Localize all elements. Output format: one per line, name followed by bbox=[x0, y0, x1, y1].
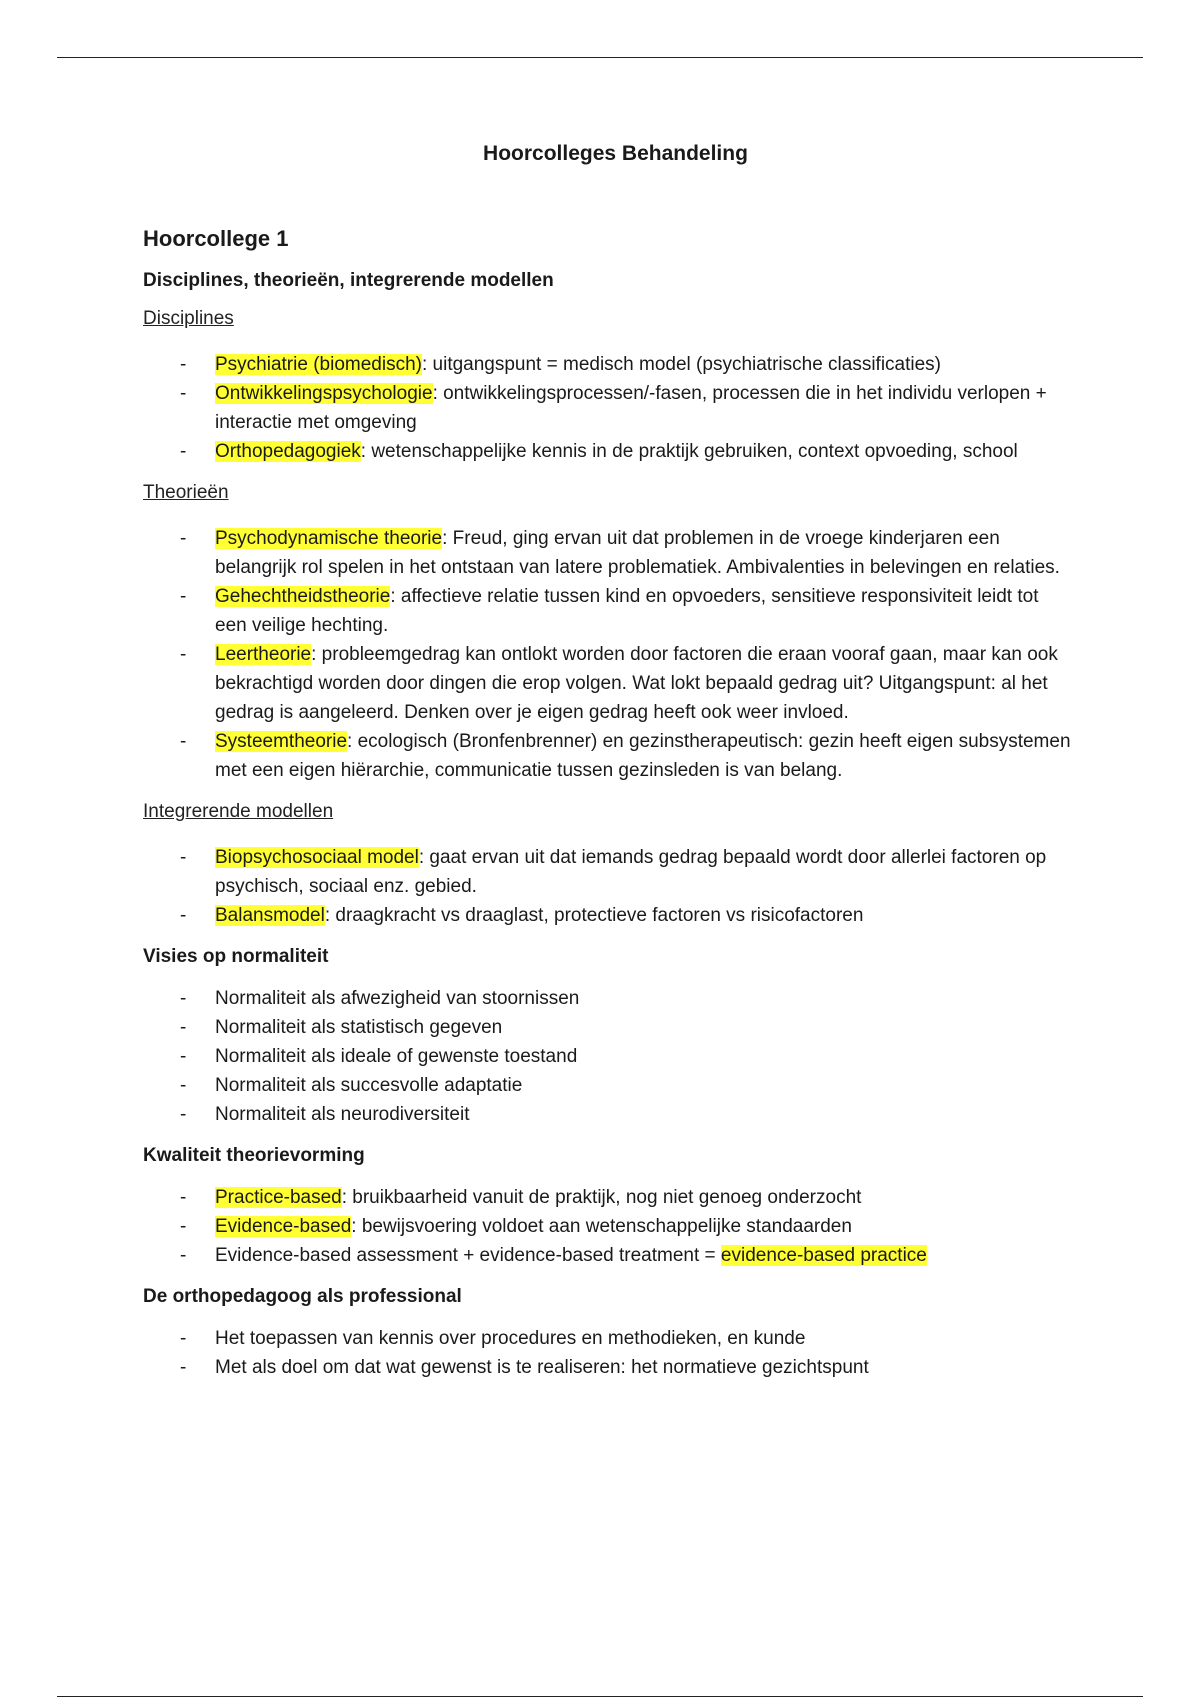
item-text: : wetenschappelijke kennis in de praktijk gebruiken, context opvoeding, school bbox=[360, 441, 1018, 462]
theories-list bbox=[143, 524, 1073, 785]
document-title: Hoorcolleges Behandeling bbox=[483, 142, 748, 165]
highlighted-term: evidence-based practice bbox=[720, 1245, 927, 1266]
list-item bbox=[143, 437, 1073, 466]
highlighted-term: Biopsychosociaal model bbox=[215, 847, 419, 868]
list-item: - Normaliteit als succesvolle adaptatie bbox=[143, 1071, 1073, 1100]
highlighted-term: Leertheorie bbox=[215, 644, 312, 665]
section-heading-normality: Visies op normaliteit bbox=[143, 946, 329, 967]
subheading-integrating-models: Integrerende modellen bbox=[143, 801, 334, 822]
item-text: : bewijsvoering voldoet aan wetenschappelijke standaarden bbox=[351, 1216, 852, 1237]
section-heading-theory-quality: Kwaliteit theorievorming bbox=[143, 1145, 365, 1166]
list-item bbox=[143, 901, 1073, 930]
list-item bbox=[143, 727, 1073, 785]
item-text: : uitgangspunt = medisch model (psychiatrische classificaties) bbox=[421, 354, 942, 375]
highlighted-term: Balansmodel bbox=[215, 905, 325, 926]
item-text: : ecologisch (Bronfenbrenner) en gezinstherapeutisch: gezin heeft eigen subsystemen met een eigen hiërarchie, communicatie tussen gezinsleden is van belang. bbox=[215, 731, 1071, 781]
bottom-divider bbox=[57, 1696, 1143, 1697]
normality-list bbox=[143, 984, 1073, 1129]
list-item bbox=[143, 640, 1073, 727]
highlighted-term: Psychodynamische theorie bbox=[215, 528, 443, 549]
item-text: : affectieve relatie tussen kind en opvoeders, sensitieve responsiviteit leidt tot een veilige hechting. bbox=[215, 586, 1039, 636]
section-heading-disciplines-theories: Disciplines, theorieën, integrerende modellen bbox=[143, 270, 554, 291]
highlighted-term: Psychiatrie (biomedisch) bbox=[215, 354, 422, 375]
list-item bbox=[143, 582, 1073, 640]
item-text: : Freud, ging ervan uit dat problemen in de vroege kinderjaren een belangrijk rol spelen in het ontstaan van latere problematiek. Ambivalenties in belevingen en relaties. bbox=[215, 528, 1060, 578]
list-item: - Het toepassen van kennis over procedures en methodieken, en kunde bbox=[143, 1324, 1073, 1353]
list-item: - Normaliteit als statistisch gegeven bbox=[143, 1013, 1073, 1042]
subheading-disciplines: Disciplines bbox=[143, 308, 234, 329]
item-text: : ontwikkelingsprocessen/-fasen, processen die in het individu verlopen + interactie met omgeving bbox=[215, 383, 1047, 433]
item-text: : gaat ervan uit dat iemands gedrag bepaald wordt door allerlei factoren op psychisch, sociaal enz. gebied. bbox=[215, 847, 1047, 897]
item-text: : bruikbaarheid vanuit de praktijk, nog niet genoeg onderzocht bbox=[341, 1187, 862, 1208]
disciplines-list bbox=[143, 350, 1073, 466]
highlighted-term: Practice-based bbox=[215, 1187, 342, 1208]
list-item: - Normaliteit als afwezigheid van stoornissen bbox=[143, 984, 1073, 1013]
item-text: Evidence-based assessment + evidence-based treatment = bbox=[215, 1245, 721, 1266]
highlighted-term: Gehechtheidstheorie bbox=[215, 586, 391, 607]
list-item: - Normaliteit als ideale of gewenste toestand bbox=[143, 1042, 1073, 1071]
highlighted-term: Systeemtheorie bbox=[215, 731, 348, 752]
models-list bbox=[143, 843, 1073, 930]
theory-quality-list bbox=[143, 1183, 1073, 1270]
list-item: - Met als doel om dat wat gewenst is te realiseren: het normatieve gezichtspunt bbox=[143, 1353, 1073, 1382]
list-item bbox=[143, 350, 1073, 379]
list-item bbox=[143, 379, 1073, 437]
lecture-heading: Hoorcollege 1 bbox=[143, 226, 289, 251]
section-heading-professional: De orthopedagoog als professional bbox=[143, 1286, 462, 1307]
list-item bbox=[143, 1183, 1073, 1212]
list-item bbox=[143, 1212, 1073, 1241]
list-item bbox=[143, 524, 1073, 582]
item-text: : draagkracht vs draaglast, protectieve factoren vs risicofactoren bbox=[324, 905, 864, 926]
highlighted-term: Evidence-based bbox=[215, 1216, 352, 1237]
item-text: : probleemgedrag kan ontlokt worden door factoren die eraan vooraf gaan, maar kan ook bekrachtigd worden door dingen die erop volgen. Wat lokt bepaald gedrag uit? Uitgangspunt: al het gedrag is aangeleerd. Denken over je eigen gedrag heeft ook weer invloed. bbox=[215, 644, 1058, 723]
highlighted-term: Orthopedagogiek bbox=[215, 441, 361, 462]
subheading-theories: Theorieën bbox=[143, 482, 229, 503]
professional-list bbox=[143, 1324, 1073, 1382]
list-item bbox=[143, 843, 1073, 901]
top-divider bbox=[57, 57, 1143, 58]
list-item: - Normaliteit als neurodiversiteit bbox=[143, 1100, 1073, 1129]
highlighted-term: Ontwikkelingspsychologie bbox=[215, 383, 433, 404]
document-page bbox=[143, 142, 1073, 1398]
list-item bbox=[143, 1241, 1073, 1270]
